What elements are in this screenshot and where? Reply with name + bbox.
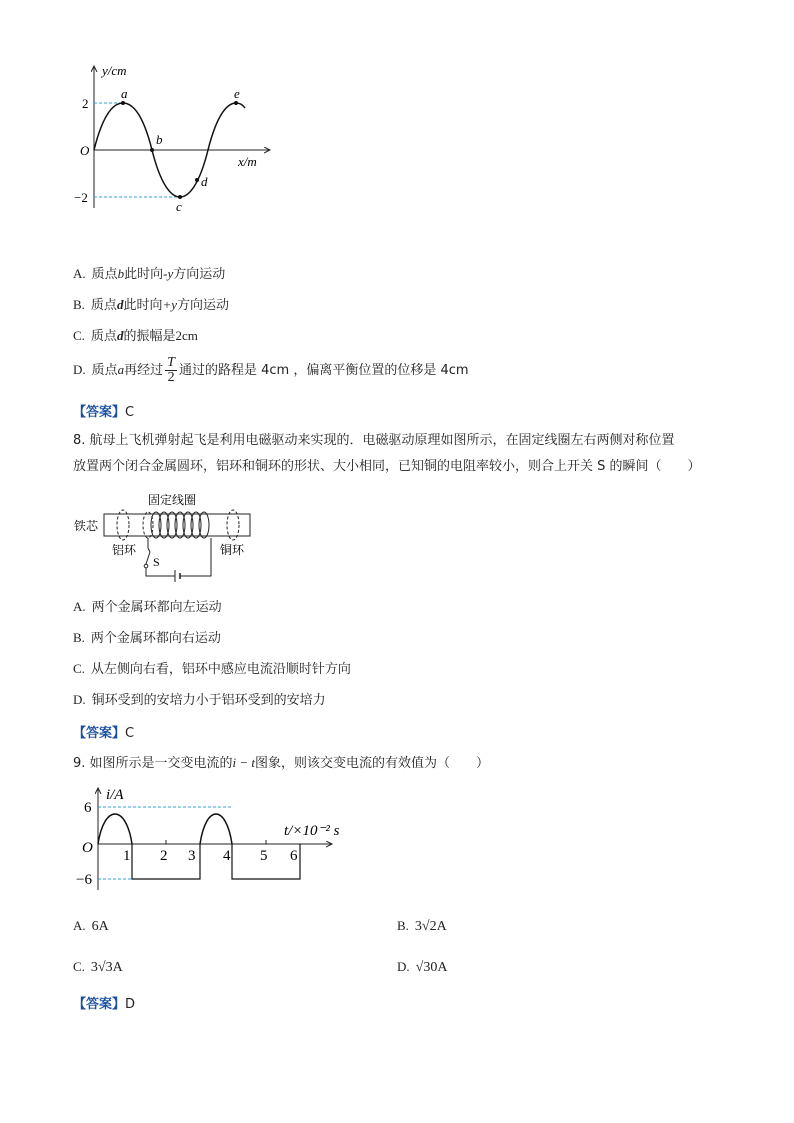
q9-stem: 9. 如图所示是一交变电流的i − t图象，则该交变电流的有效值为（ ） bbox=[73, 755, 490, 771]
q9-option-b[interactable]: B. 3√2A bbox=[397, 918, 447, 934]
switch-s[interactable] bbox=[146, 552, 150, 564]
coil-diagram bbox=[70, 490, 270, 585]
current-graph bbox=[70, 782, 370, 894]
label-d: d bbox=[201, 174, 208, 189]
wave-origin: O bbox=[80, 143, 90, 158]
wave-tick-pos: 2 bbox=[82, 96, 89, 111]
wave-x-label: x/m bbox=[238, 154, 257, 169]
q7-option-b[interactable]: B. 质点d此时向+y方向运动 bbox=[73, 297, 230, 313]
cu-label: 铜环 bbox=[220, 543, 245, 557]
current-hump-1 bbox=[98, 814, 132, 844]
point-d bbox=[195, 178, 199, 182]
q8-option-b[interactable]: B. 两个金属环都向右运动 bbox=[73, 630, 221, 646]
fixed-coil bbox=[143, 512, 209, 538]
current-x-tick: 6 bbox=[290, 848, 298, 864]
coil-label: 固定线圈 bbox=[148, 493, 197, 507]
q9-option-d[interactable]: D. √30A bbox=[397, 959, 448, 975]
q8-option-a[interactable]: A. 两个金属环都向左运动 bbox=[73, 599, 222, 615]
label-c: c bbox=[176, 199, 182, 214]
q7-option-d[interactable]: D. 质点a再经过 $\frac{T}{2}$ 通过的路程是 4cm ，偏离平衡位置的位移是 4cm bbox=[73, 355, 469, 385]
q8-option-d[interactable]: D. 铜环受到的安培力小于铝环受到的安培力 bbox=[73, 692, 326, 708]
wave-tick-neg: −2 bbox=[74, 190, 88, 205]
core-label: 铁芯 bbox=[74, 519, 99, 533]
current-y-neg: −6 bbox=[76, 872, 92, 888]
current-x-tick: 1 bbox=[123, 848, 131, 864]
wave-y-label: y/cm bbox=[102, 63, 127, 78]
fraction-t-over-2: $\frac{T}{2}$ bbox=[167, 355, 175, 385]
current-x-tick: 3 bbox=[188, 848, 196, 864]
q7-option-c[interactable]: C. 质点d的振幅是2cm bbox=[73, 328, 198, 344]
label-a: a bbox=[121, 86, 128, 101]
current-x-tick: 4 bbox=[223, 848, 231, 864]
q9-option-a[interactable]: A. 6A bbox=[73, 918, 109, 934]
current-y-pos: 6 bbox=[84, 800, 92, 816]
current-hump-2 bbox=[200, 814, 232, 844]
label-e: e bbox=[234, 86, 240, 101]
al-label: 铝环 bbox=[112, 543, 137, 557]
current-x-tick: 2 bbox=[160, 848, 168, 864]
q9-option-c[interactable]: C. 3√3A bbox=[73, 959, 123, 975]
current-y-label: i/A bbox=[106, 787, 124, 803]
q8-option-c[interactable]: C. 从左侧向右看，铝环中感应电流沿顺时针方向 bbox=[73, 661, 351, 677]
q8-stem: 8. 航母上飞机弹射起飞是利用电磁驱动来实现的．电磁驱动原理如图所示，在固定线圈左右两侧对称位置 放置两个闭合金属圆环，铝环和铜环的形状、大小相同，已知铜的电阻率较小，则合上开关 S 的瞬间（ ） bbox=[73, 433, 701, 474]
q9-answer: 【答案】D bbox=[73, 997, 136, 1012]
current-x-label: t/×10⁻² s bbox=[284, 823, 340, 839]
q7-option-a[interactable]: A. 质点b此时向-y方向运动 bbox=[73, 266, 226, 282]
wave-graph bbox=[70, 58, 290, 218]
label-b: b bbox=[156, 132, 163, 147]
point-e bbox=[234, 101, 238, 105]
current-x-tick: 5 bbox=[260, 848, 268, 864]
point-b bbox=[150, 148, 154, 152]
q8-answer: 【答案】C bbox=[73, 726, 135, 741]
current-origin: O bbox=[82, 840, 93, 856]
q7-answer: 【答案】C bbox=[73, 405, 135, 420]
point-a bbox=[121, 101, 125, 105]
switch-label: S bbox=[153, 555, 160, 569]
